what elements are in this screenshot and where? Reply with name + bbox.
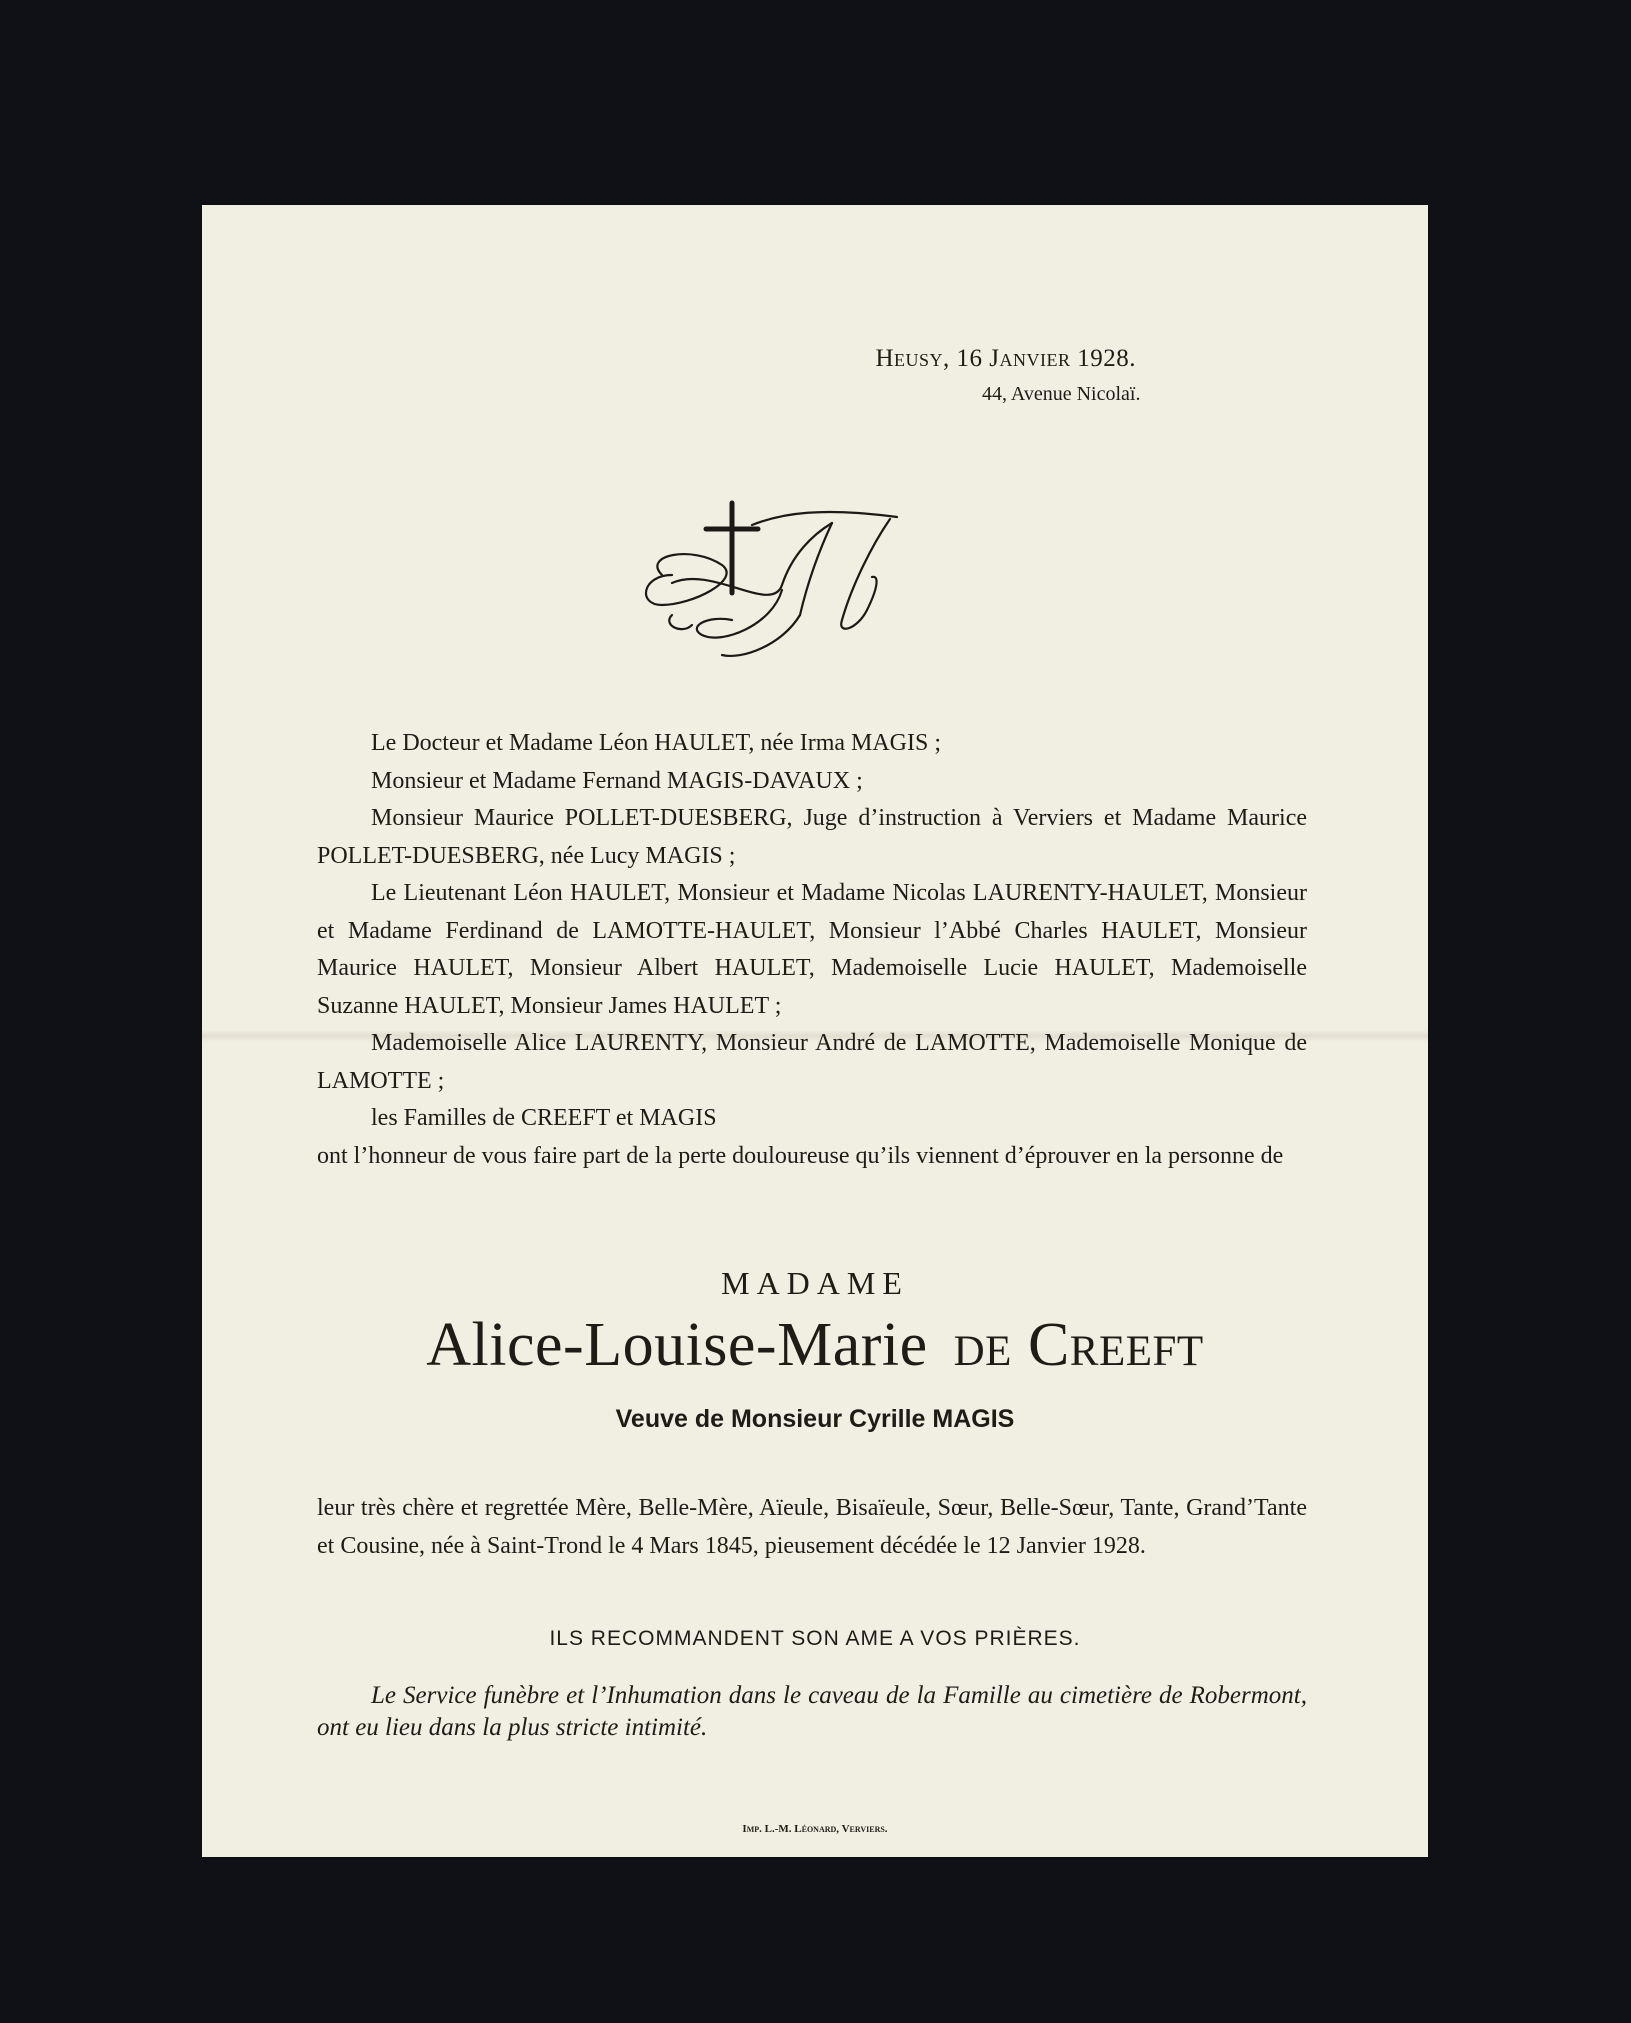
family-line-3: Monsieur Maurice POLLET-DUESBERG, Juge d’instruction à Verviers et Madame Maurice POLLET-DUESBERG, née Lucy MAGIS ; xyxy=(317,805,1307,869)
family-line-6: les Familles de CREEFT et MAGIS xyxy=(371,1105,717,1131)
address: 44, Avenue Nicolaï. xyxy=(982,383,1141,405)
death-notice: leur très chère et regrettée Mère, Belle-Mère, Aïeule, Bisaïeule, Sœur, Belle-Sœur, Tante, Grand’Tante et Cousine, née à Saint-Trond le 4 Mars 1845, pieusement décédée le 12 Janvier 1928. xyxy=(317,1495,1307,1559)
prayer-request: ILS RECOMMANDENT SON AME A VOS PRIÈRES. xyxy=(549,1627,1081,1650)
printer-imprint: Imp. L.-M. Léonard, Verviers. xyxy=(742,1823,888,1835)
announcement-text: ont l’honneur de vous faire part de la perte douloureuse qu’ils viennent d’éprouver en la personne de xyxy=(317,1142,1284,1169)
deceased-particle: de xyxy=(953,1311,1012,1379)
family-line-5: Mademoiselle Alice LAURENTY, Monsieur André de LAMOTTE, Mademoiselle Monique de LAMOTTE ; xyxy=(317,1030,1307,1094)
deceased-title: MADAME xyxy=(721,1265,909,1301)
cross-monogram-m-icon xyxy=(632,495,912,675)
family-list xyxy=(317,725,1307,1175)
deceased-given-names: Alice-Louise-Marie xyxy=(426,1311,928,1379)
funeral-notice-card xyxy=(202,205,1428,1857)
deceased-surname: Creeft xyxy=(1027,1311,1204,1379)
widow-of: Veuve de Monsieur Cyrille MAGIS xyxy=(615,1405,1015,1433)
deceased-name xyxy=(202,1310,1428,1381)
service-notice: Le Service funèbre et l’Inhumation dans le caveau de la Famille au cimetière de Robermont, ont eu lieu dans la plus stricte intimité. xyxy=(317,1682,1307,1741)
family-line-2: Monsieur et Madame Fernand MAGIS-DAVAUX ; xyxy=(371,767,863,794)
date-place: Heusy, 16 Janvier 1928. xyxy=(875,345,1136,372)
family-line-1: Le Docteur et Madame Léon HAULET, née Irma MAGIS ; xyxy=(371,730,942,756)
family-line-4: Le Lieutenant Léon HAULET, Monsieur et Madame Nicolas LAURENTY-HAULET, Monsieur et Madame Ferdinand de LAMOTTE-HAULET, Monsieur l’Abbé Charles HAULET, Monsieur Maurice HAULET, Monsieur Albert HAULET, Mademoiselle Lucie HAULET, Mademoiselle Suzanne HAULET, Monsieur James HAULET ; xyxy=(317,880,1307,1019)
